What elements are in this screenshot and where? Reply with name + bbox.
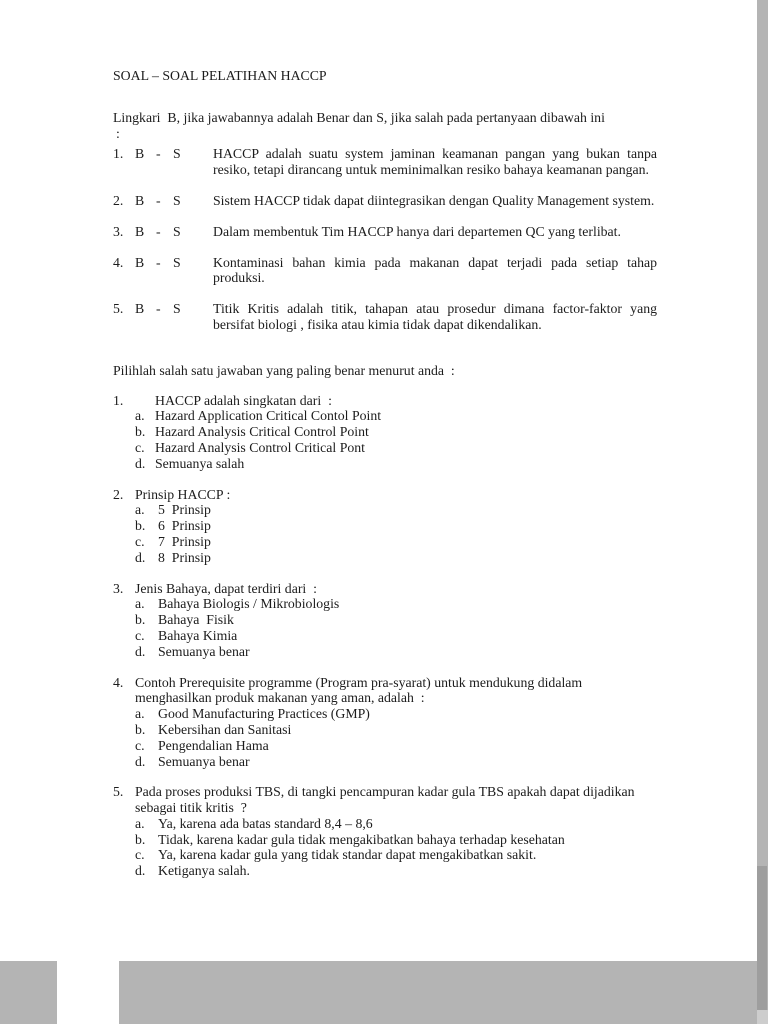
option-text: Hazard Analysis Control Critical Pont bbox=[155, 439, 365, 455]
tf-question-row bbox=[113, 146, 661, 178]
option-text: Bahaya Kimia bbox=[158, 627, 238, 643]
option-text: Semuanya benar bbox=[158, 643, 250, 659]
mc-option bbox=[135, 518, 657, 534]
option-letter: d. bbox=[135, 455, 146, 471]
next-page-edge bbox=[57, 961, 119, 1024]
question-number: 5. bbox=[113, 784, 124, 800]
option-text: Hazard Analysis Critical Control Point bbox=[155, 424, 369, 440]
scrollbar-corner bbox=[757, 1010, 768, 1024]
option-letter: c. bbox=[135, 847, 145, 863]
answer-s-label: S bbox=[173, 254, 181, 270]
option-letter: c. bbox=[135, 737, 145, 753]
question-number: 1. bbox=[113, 146, 124, 162]
mc-option bbox=[135, 722, 657, 738]
question-text: Sistem HACCP tidak dapat diintegrasikan dengan Quality Management system. bbox=[213, 192, 655, 208]
question-number: 3. bbox=[113, 580, 124, 596]
mc-question-block bbox=[113, 784, 657, 879]
mc-question-block bbox=[113, 675, 657, 770]
option-text: Good Manufacturing Practices (GMP) bbox=[158, 706, 370, 722]
mc-option bbox=[135, 644, 657, 660]
option-text: 6 Prinsip bbox=[158, 518, 211, 534]
mc-options bbox=[135, 706, 657, 769]
option-text: Ya, karena kadar gula yang tidak standar dapat mengakibatkan sakit. bbox=[158, 847, 537, 863]
mc-option bbox=[135, 440, 657, 456]
tf-question-row bbox=[113, 193, 657, 209]
mc-option bbox=[135, 408, 657, 424]
mc-option bbox=[135, 612, 657, 628]
option-letter: d. bbox=[135, 549, 146, 565]
tf-instruction-colon: : bbox=[116, 125, 120, 141]
question-text: Contoh Prerequisite programme (Program pra-syarat) untuk mendukung didalam menghasilkan produk makanan yang aman, adalah : bbox=[135, 674, 586, 706]
mc-options bbox=[135, 816, 657, 879]
mc-option bbox=[135, 550, 657, 566]
mc-instruction: Pilihlah salah satu jawaban yang paling benar menurut anda : bbox=[113, 362, 455, 378]
tf-question-row bbox=[113, 224, 657, 240]
option-letter: a. bbox=[135, 596, 145, 612]
option-letter: b. bbox=[135, 612, 146, 628]
option-text: 5 Prinsip bbox=[158, 502, 211, 518]
answer-b-label: B bbox=[135, 192, 145, 208]
tf-question-row bbox=[113, 254, 661, 287]
option-letter: d. bbox=[135, 863, 146, 879]
mc-option bbox=[135, 863, 657, 879]
mc-option bbox=[135, 456, 657, 472]
question-number: 4. bbox=[113, 674, 124, 690]
question-number: 5. bbox=[113, 301, 124, 317]
option-letter: b. bbox=[135, 831, 146, 847]
answer-s-label: S bbox=[173, 301, 181, 317]
mc-option bbox=[135, 596, 657, 612]
option-letter: d. bbox=[135, 643, 146, 659]
answer-s-label: S bbox=[173, 146, 181, 162]
tf-instruction-text: Lingkari B, jika jawabannya adalah Benar dan S, jika salah pada pertanyaan dibawah ini bbox=[113, 109, 605, 125]
question-number: 2. bbox=[113, 192, 124, 208]
option-letter: c. bbox=[135, 627, 145, 643]
option-letter: a. bbox=[135, 408, 145, 424]
answer-separator: - bbox=[156, 301, 161, 317]
question-text: Kontaminasi bahan kimia pada makanan dapat terjadi pada setiap tahap produksi. bbox=[213, 254, 661, 286]
mc-options bbox=[135, 502, 657, 565]
mc-option bbox=[135, 628, 657, 644]
answer-b-label: B bbox=[135, 146, 145, 162]
answer-b-label: B bbox=[135, 223, 145, 239]
option-letter: a. bbox=[135, 502, 145, 518]
option-text: Ya, karena ada batas standard 8,4 – 8,6 bbox=[158, 815, 373, 831]
answer-separator: - bbox=[156, 223, 161, 239]
answer-separator: - bbox=[156, 146, 161, 162]
mc-option bbox=[135, 832, 657, 848]
option-letter: a. bbox=[135, 706, 145, 722]
mc-option bbox=[135, 816, 657, 832]
question-text: Dalam membentuk Tim HACCP hanya dari departemen QC yang terlibat. bbox=[213, 223, 621, 239]
option-text: Hazard Application Critical Contol Point bbox=[155, 408, 382, 424]
mc-option bbox=[135, 847, 657, 863]
option-letter: c. bbox=[135, 439, 145, 455]
option-letter: a. bbox=[135, 815, 145, 831]
mc-option bbox=[135, 754, 657, 770]
mc-option bbox=[135, 424, 657, 440]
mc-question-block bbox=[113, 487, 657, 566]
answer-separator: - bbox=[156, 192, 161, 208]
tf-instruction bbox=[113, 110, 657, 142]
question-text: Jenis Bahaya, dapat terdiri dari : bbox=[135, 580, 317, 596]
document-title: SOAL – SOAL PELATIHAN HACCP bbox=[113, 68, 327, 83]
mc-question-block bbox=[113, 581, 657, 660]
option-text: 7 Prinsip bbox=[158, 533, 211, 549]
answer-b-label: B bbox=[135, 254, 145, 270]
option-letter: b. bbox=[135, 424, 146, 440]
option-text: Tidak, karena kadar gula tidak mengakibatkan bahaya terhadap kesehatan bbox=[158, 831, 565, 847]
option-letter: c. bbox=[135, 533, 145, 549]
answer-s-label: S bbox=[173, 223, 181, 239]
question-number: 4. bbox=[113, 254, 124, 270]
question-number: 2. bbox=[113, 486, 124, 502]
option-text: Bahaya Biologis / Mikrobiologis bbox=[158, 596, 340, 612]
question-text: HACCP adalah suatu system jaminan keamanan pangan yang bukan tanpa resiko, tetapi dirancang untuk meminimalkan resiko bahaya keamanan pangan. bbox=[213, 146, 661, 178]
mc-question-block bbox=[113, 393, 657, 472]
option-text: Bahaya Fisik bbox=[158, 612, 234, 628]
option-text: Pengendalian Hama bbox=[158, 737, 269, 753]
question-number: 1. bbox=[113, 392, 124, 408]
mc-option bbox=[135, 502, 657, 518]
mc-option bbox=[135, 738, 657, 754]
option-letter: b. bbox=[135, 518, 146, 534]
option-letter: d. bbox=[135, 753, 146, 769]
option-text: 8 Prinsip bbox=[158, 549, 211, 565]
answer-separator: - bbox=[156, 254, 161, 270]
option-letter: b. bbox=[135, 721, 146, 737]
question-text: HACCP adalah singkatan dari : bbox=[155, 392, 332, 408]
option-text: Semuanya salah bbox=[155, 455, 245, 471]
question-text: Titik Kritis adalah titik, tahapan atau prosedur dimana factor-faktor yang bersifat biologi , fisika atau kimia tidak dapat dikendalikan. bbox=[213, 301, 661, 332]
question-text: Pada proses produksi TBS, di tangki pencampuran kadar gula TBS apakah dapat dijadikan sebagai titik kritis ? bbox=[135, 784, 638, 816]
tf-question-row bbox=[113, 301, 661, 333]
answer-s-label: S bbox=[173, 192, 181, 208]
question-number: 3. bbox=[113, 223, 124, 239]
option-text: Ketiganya salah. bbox=[158, 863, 250, 879]
mc-option bbox=[135, 534, 657, 550]
mc-options bbox=[135, 408, 657, 471]
scrollbar-thumb[interactable] bbox=[757, 866, 767, 1010]
mc-option bbox=[135, 706, 657, 722]
question-text: Prinsip HACCP : bbox=[135, 486, 231, 502]
answer-b-label: B bbox=[135, 301, 145, 317]
option-text: Semuanya benar bbox=[158, 753, 250, 769]
mc-options bbox=[135, 596, 657, 659]
option-text: Kebersihan dan Sanitasi bbox=[158, 721, 292, 737]
